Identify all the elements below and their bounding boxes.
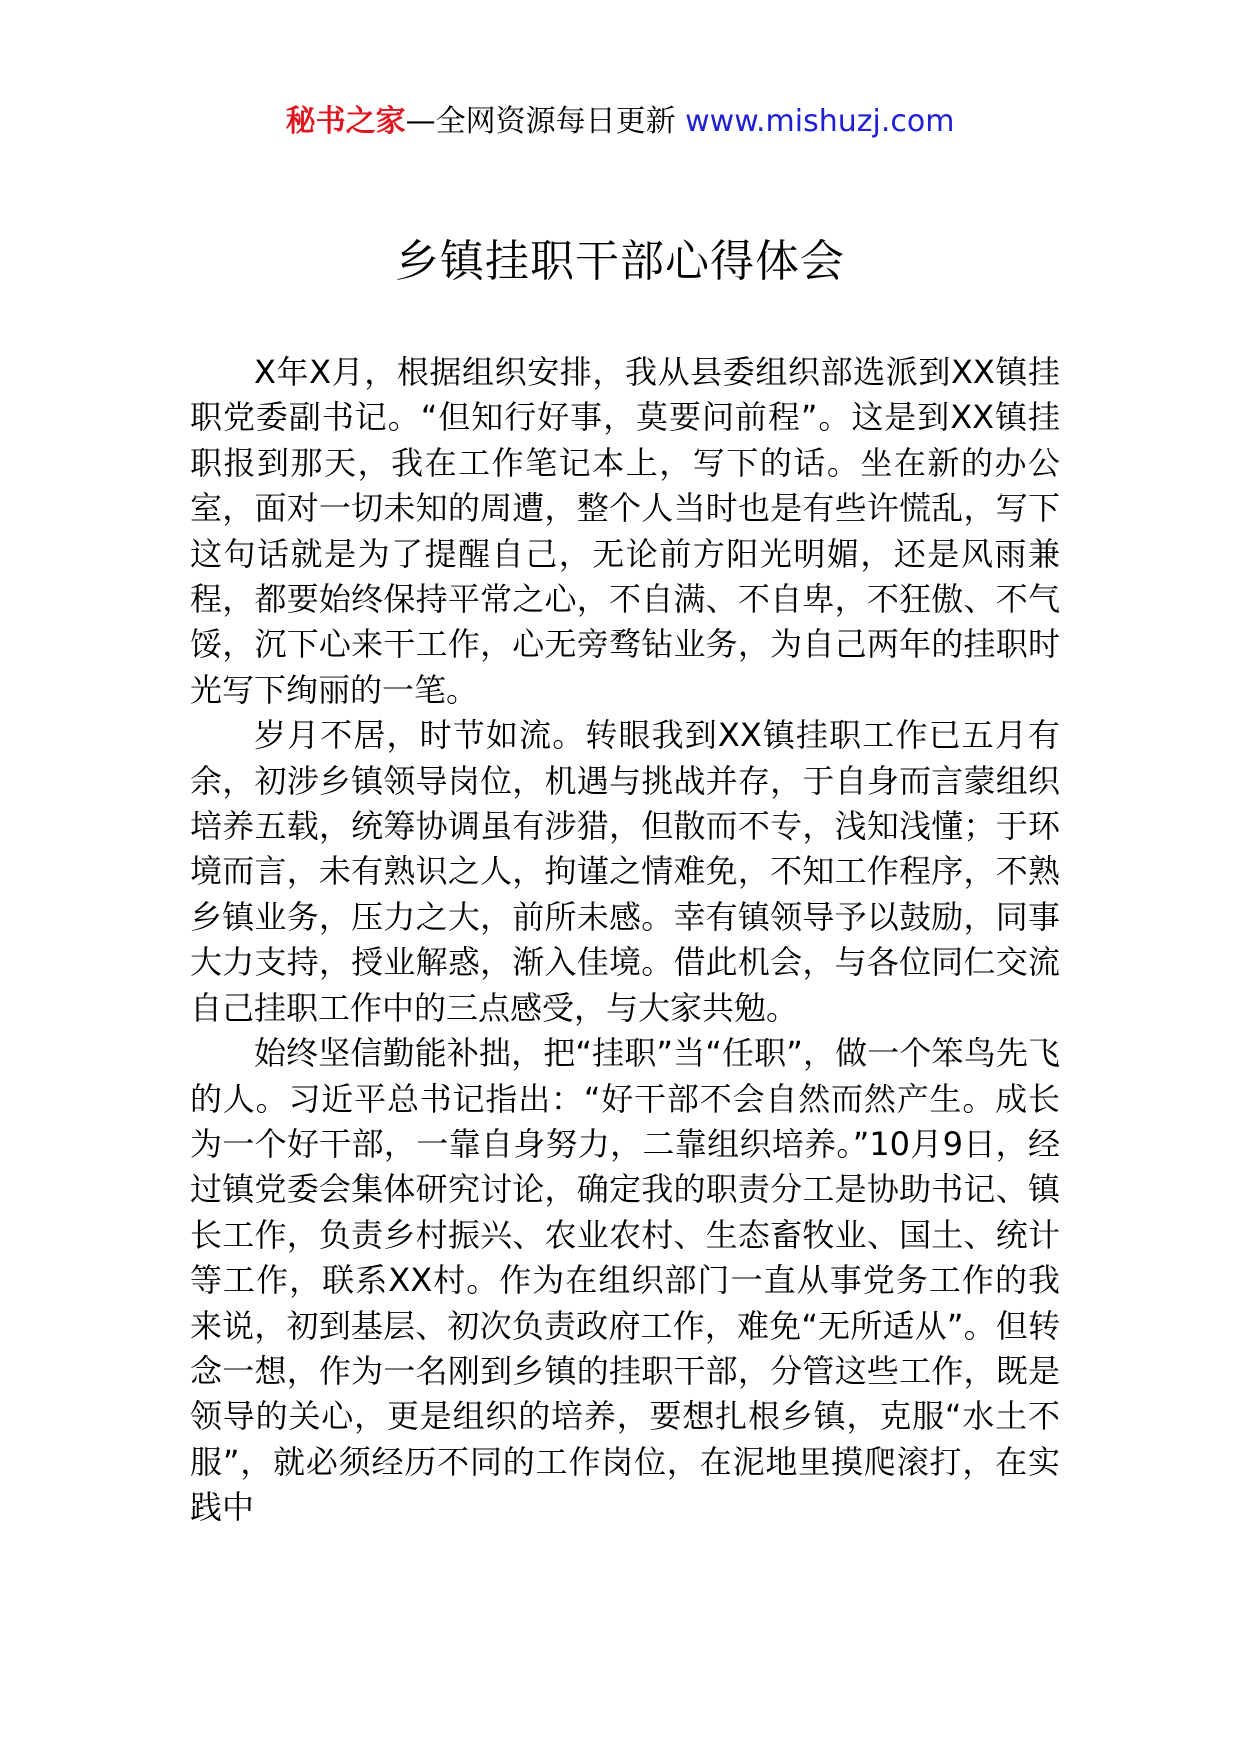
paragraph: 岁月不居，时节如流。转眼我到XX镇挂职工作已五月有余，初涉乡镇领导岗位，机遇与挑战并存，于自身而言蒙组织培养五载，统筹协调虽有涉猎，但散而不专，浅知浅懂；于环境而言，未有熟识之人，拘谨之情难免，不知工作程序，不熟乡镇业务，压力之大，前所未感。幸有镇领导予以鼓励，同事大力支持，授业解惑，渐入佳境。借此机会，与各位同仁交流自己挂职工作中的三点感受，与大家共勉。 xyxy=(190,716,1060,1027)
brand-name: 秘书之家 xyxy=(285,104,406,139)
site-url: www.mishuzj.com xyxy=(685,104,955,139)
site-tagline: —全网资源每日更新 xyxy=(405,104,676,139)
paragraph: 始终坚信勤能补拙，把“挂职”当“任职”，做一个笨鸟先飞的人。习近平总书记指出：“好干部不会自然而然产生。成长为一个好干部，一靠自身努力，二靠组织培养。”10月9日，经过镇党委会集体研究讨论，确定我的职责分工是协助书记、镇长工作，负责乡村振兴、农业农村、生态畜牧业、国土、统计等工作，联系XX村。作为在组织部门一直从事党务工作的我来说，初到基层、初次负责政府工作，难免“无所适从”。但转念一想，作为一名刚到乡镇的挂职干部，分管这些工作，既是领导的关心，更是组织的培养，要想扎根乡镇，克服“水土不服”，就必须经历不同的工作岗位，在泥地里摸爬滚打，在实践中 xyxy=(190,1034,1060,1527)
document-title: 乡镇挂职干部心得体会 xyxy=(395,236,845,287)
site-header xyxy=(0,100,1240,144)
paragraph: X年X月，根据组织安排，我从县委组织部选派到XX镇挂职党委副书记。“但知行好事，莫要问前程”。这是到XX镇挂职报到那天，我在工作笔记本上，写下的话。坐在新的办公室，面对一切未知的周遭，整个人当时也是有些许慌乱，写下这句话就是为了提醒自己，无论前方阳光明媚，还是风雨兼程，都要始终保持平常之心，不自满、不自卑，不狂傲、不气馁，沉下心来干工作，心无旁骛钻业务，为自己两年的挂职时光写下绚丽的一笔。 xyxy=(190,353,1060,709)
document-body xyxy=(190,350,1060,1531)
